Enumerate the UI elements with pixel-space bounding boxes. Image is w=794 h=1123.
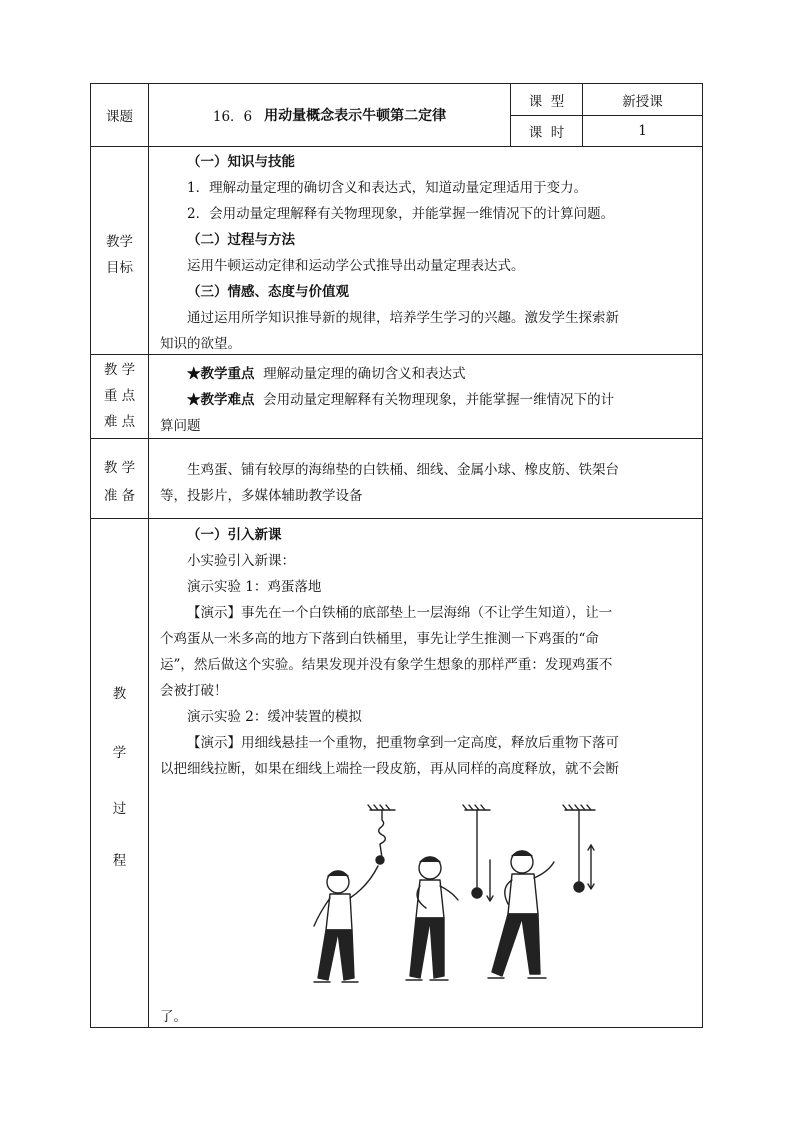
boy-figure-2 <box>406 857 458 980</box>
process-p2: 演示实验 1：鸡蛋落地 <box>187 579 322 595</box>
table-border-right <box>702 83 703 1028</box>
label-column-divider <box>148 83 149 1028</box>
difficult-point-cont: 算问题 <box>160 418 201 434</box>
keypoints-label-3: 难 点 <box>103 414 136 430</box>
support-with-weight <box>563 805 595 892</box>
process-p3c: 运”，然后做这个实验。结果发现并没有象学生想象的那样严重：发现鸡蛋不 <box>160 657 613 673</box>
hours-label: 课 时 <box>528 125 565 141</box>
process-p5a: 【演示】用细线悬挂一个重物，把重物拿到一定高度，释放后重物下落可 <box>187 735 619 751</box>
process-content <box>160 522 695 782</box>
process-p3a: 【演示】事先在一个白铁桶的底部垫上一层海绵（不让学生知道），让一 <box>187 605 613 621</box>
objective-heading-process: （二）过程与方法 <box>187 232 295 248</box>
support-with-string <box>463 805 493 901</box>
process-p1: 小实验引入新课： <box>187 553 295 569</box>
table-border-bottom <box>90 1027 703 1028</box>
process-p5c: 了。 <box>160 1009 187 1025</box>
lesson-number: 16．6 <box>212 109 253 125</box>
type-value: 新授课 <box>622 93 663 110</box>
objective-item-4b: 知识的欲望。 <box>160 336 241 352</box>
demonstration-illustration <box>300 800 620 1000</box>
objectives-label-1: 教学 <box>106 234 133 250</box>
difficult-point-text: 会用动量定理解释有关物理现象，并能掌握一维情况下的计 <box>263 392 615 408</box>
prep-line-a: 生鸡蛋、铺有较厚的海绵垫的白铁桶、细线、金属小球、橡皮筋、铁架台 <box>187 462 619 478</box>
prep-label-1: 教 学 <box>103 460 136 476</box>
process-heading-intro: （一）引入新课 <box>187 527 282 543</box>
process-p3d: 会被打破！ <box>160 683 228 699</box>
key-point-text: 理解动量定理的确切含义和表达式 <box>263 366 466 382</box>
objectives-label-2: 目标 <box>106 260 133 276</box>
objective-item-1: 1．理解动量定理的确切含义和表达式，知道动量定理适用于变力。 <box>187 180 588 196</box>
type-label: 课 型 <box>528 93 565 110</box>
objective-item-4a: 通过运用所学知识推导新的规律，培养学生学习的兴趣。激发学生探索新 <box>187 310 619 326</box>
boy-figure-3 <box>488 851 554 978</box>
objective-item-2: 2．会用动量定理解释有关物理现象，并能掌握一维情况下的计算问题。 <box>187 206 615 222</box>
row-line-4 <box>90 518 703 519</box>
table-border-left <box>90 83 91 1028</box>
process-p5b: 以把细线拉断，如果在细线上端拴一段皮筋，再从同样的高度释放，就不会断 <box>160 761 619 777</box>
objective-heading-knowledge: （一）知识与技能 <box>187 154 295 170</box>
process-label-4: 程 <box>112 853 127 869</box>
key-point-tag: ★教学重点 <box>187 366 255 382</box>
prep-label-2: 准 备 <box>103 488 136 504</box>
keypoints-label-2: 重 点 <box>103 388 136 404</box>
boy-figure-1 <box>314 856 384 982</box>
process-p3b: 个鸡蛋从一米多高的地方下落到白铁桶里，事先让学生推测一下鸡蛋的“命 <box>160 631 599 647</box>
row-line-1 <box>90 146 703 147</box>
keypoints-label-1: 教 学 <box>103 362 136 378</box>
process-label-1: 教 <box>112 686 127 702</box>
key-point <box>160 361 695 387</box>
process-p5c-wrap <box>160 1007 240 1027</box>
keypoints-content <box>160 361 695 439</box>
objective-item-3: 运用牛顿运动定律和运动学公式推导出动量定理表达式。 <box>187 258 525 274</box>
hours-value: 1 <box>638 123 647 139</box>
process-label-2: 学 <box>112 745 127 761</box>
lesson-title: 用动量概念表示牛顿第二定律 <box>264 108 447 124</box>
support-with-rubber-band <box>368 805 395 858</box>
objective-heading-values: （三）情感、态度与价值观 <box>187 284 349 300</box>
objectives-content <box>160 149 695 357</box>
lesson-title-cell <box>149 84 510 146</box>
process-label-3: 过 <box>112 801 127 817</box>
process-p4: 演示实验 2：缓冲装置的模拟 <box>187 709 362 725</box>
difficult-point-tag: ★教学难点 <box>187 392 255 408</box>
difficult-point <box>160 387 695 413</box>
lesson-label: 课题 <box>106 109 133 125</box>
prep-line-b: 等，投影片，多媒体辅助教学设备 <box>160 488 363 504</box>
prep-content <box>160 457 695 509</box>
